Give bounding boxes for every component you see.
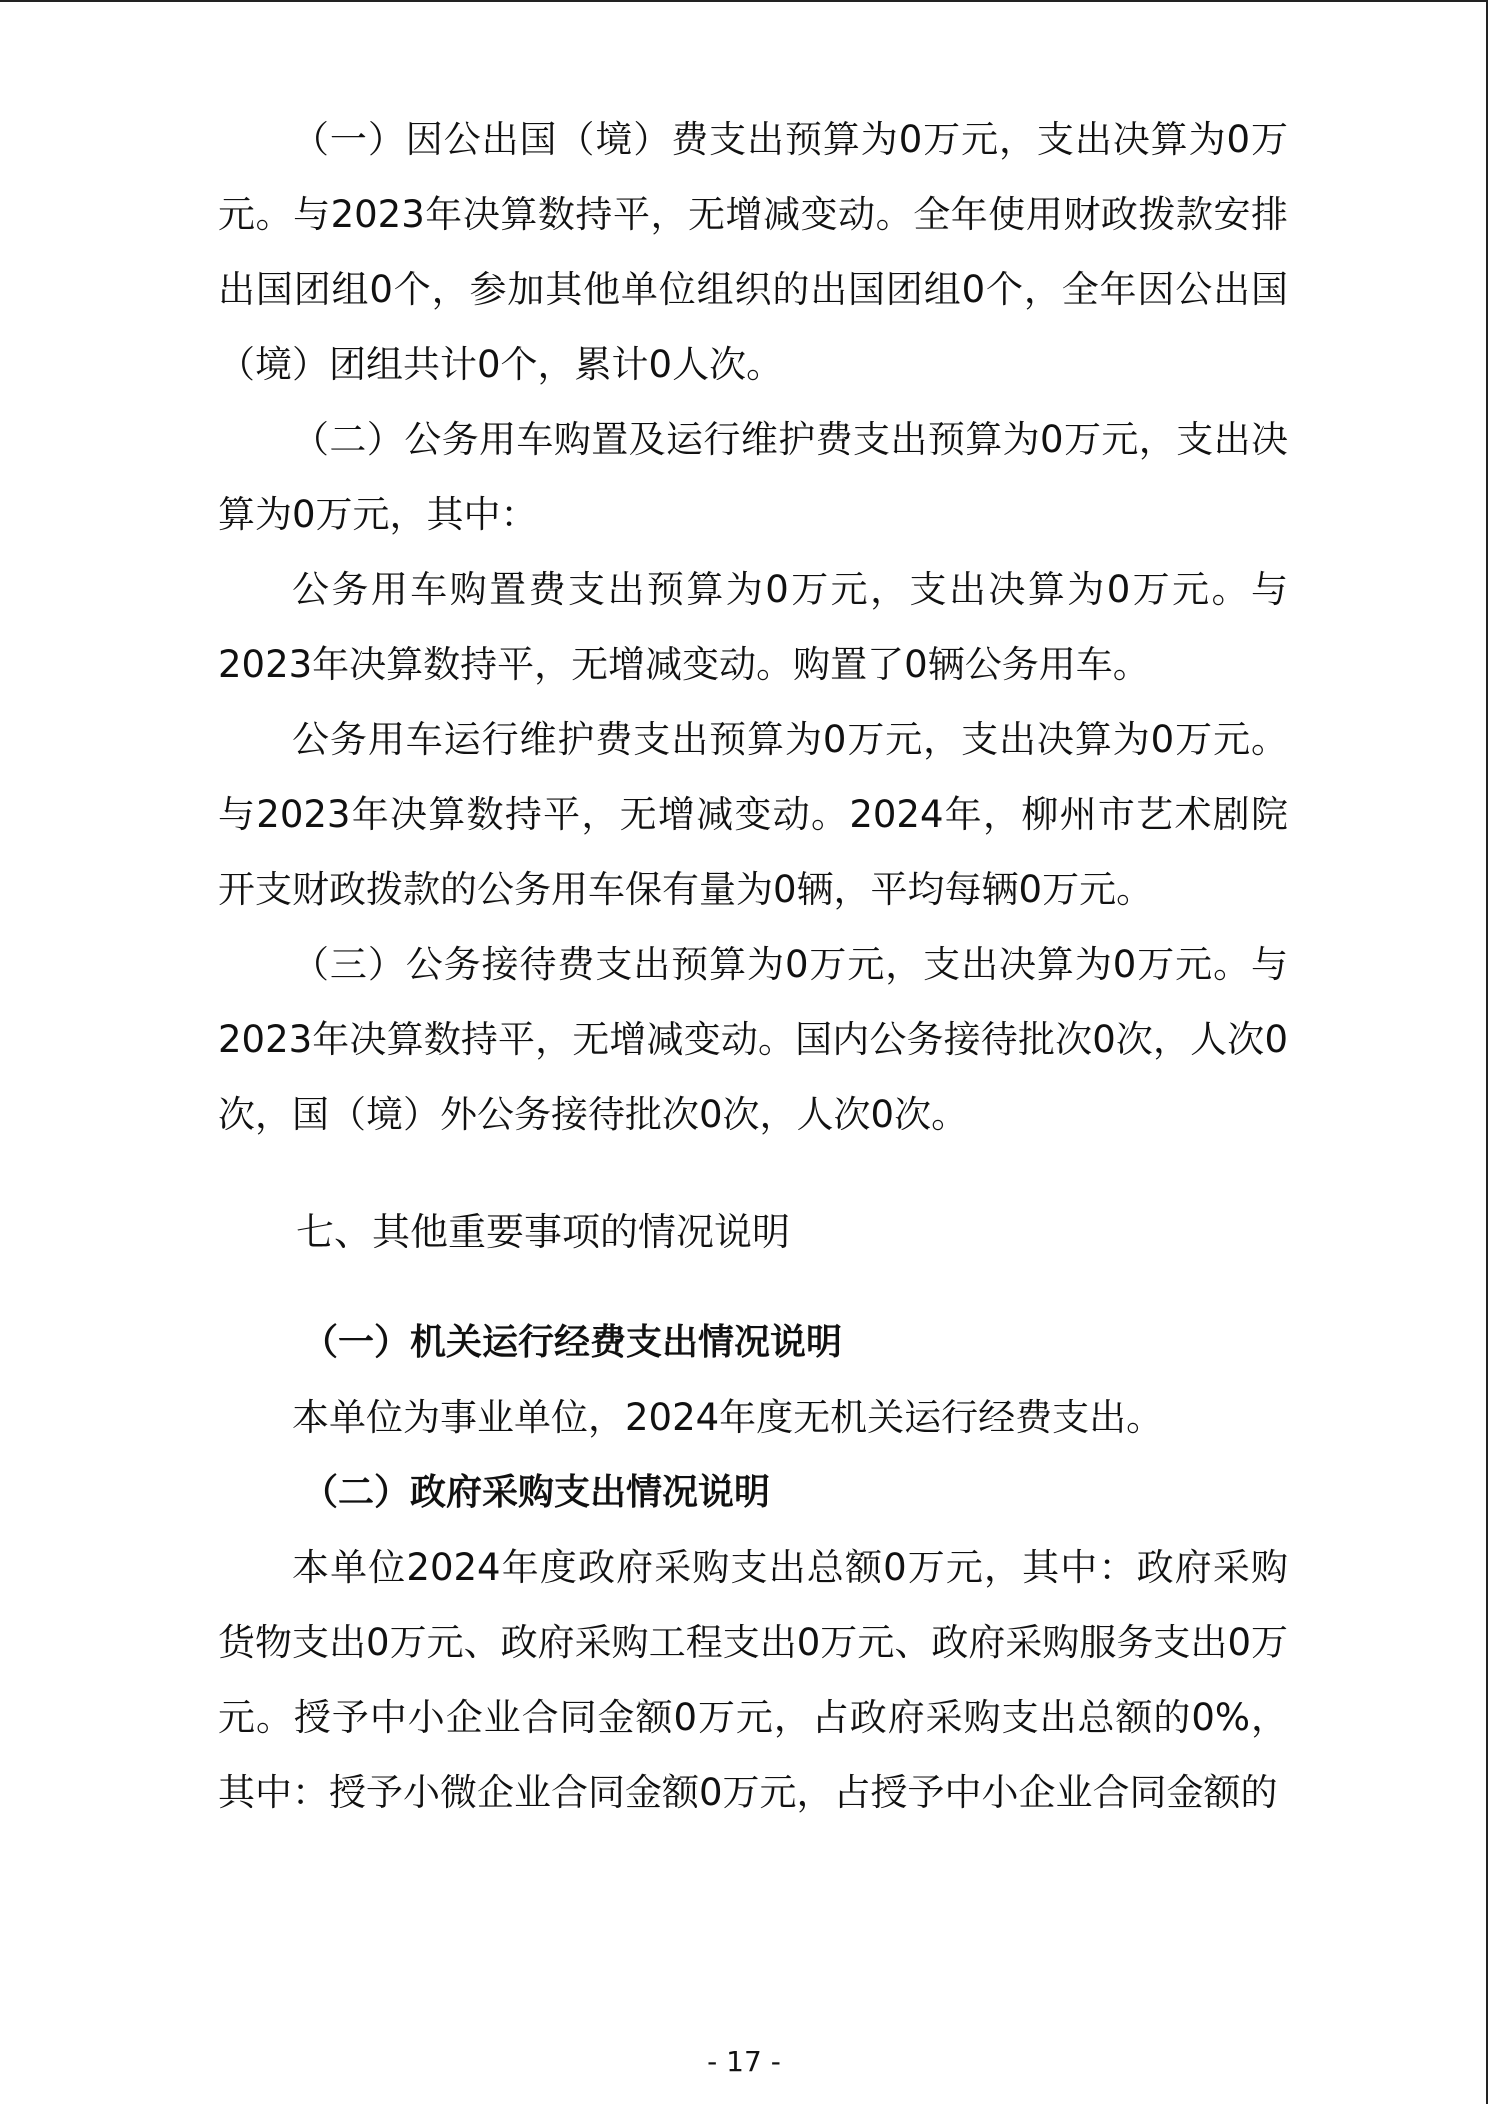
subheading-government-procurement: （二）政府采购支出情况说明 [302,1472,771,1513]
paragraph-operating-expenses: 本单位为事业单位，2024年度无机关运行经费支出。 [292,1396,1164,1439]
paragraph-official-vehicles: （二）公务用车购置及运行维护费支出预算为0万元，支出决算为0万元，其中： [218,418,1288,536]
paragraph-vehicle-maintenance: 公务用车运行维护费支出预算为0万元，支出决算为0万元。与2023年决算数持平，无增减变动。2024年，柳州市艺术剧院开支财政拨款的公务用车保有量为0辆，平均每辆0万元。 [218,718,1288,911]
paragraph-government-procurement: 本单位2024年度政府采购支出总额0万元，其中：政府采购货物支出0万元、政府采购工程支出0万元、政府采购服务支出0万元。授予中小企业合同金额0万元，占政府采购支出总额的0%，其中：授予小微企业合同金额0万元，占授予中小企业合同金额的 [218,1546,1288,1814]
paragraph-overseas-travel: （一）因公出国（境）费支出预算为0万元，支出决算为0万元。与2023年决算数持平，无增减变动。全年使用财政拨款安排出国团组0个，参加其他单位组织的出国团组0个，全年因公出国（境）团组共计0个，累计0人次。 [218,118,1288,386]
subheading-operating-expenses: （一）机关运行经费支出情况说明 [302,1322,843,1363]
section-heading-other-matters: 七、其他重要事项的情况说明 [296,1210,791,1254]
paragraph-official-reception: （三）公务接待费支出预算为0万元，支出决算为0万元。与2023年决算数持平，无增减变动。国内公务接待批次0次，人次0次，国（境）外公务接待批次0次，人次0次。 [218,943,1288,1136]
paragraph-vehicle-purchase: 公务用车购置费支出预算为0万元，支出决算为0万元。与2023年决算数持平，无增减变动。购置了0辆公务用车。 [218,568,1288,686]
page-number: - 17 - [707,2045,781,2078]
page-content [218,102,1288,1830]
